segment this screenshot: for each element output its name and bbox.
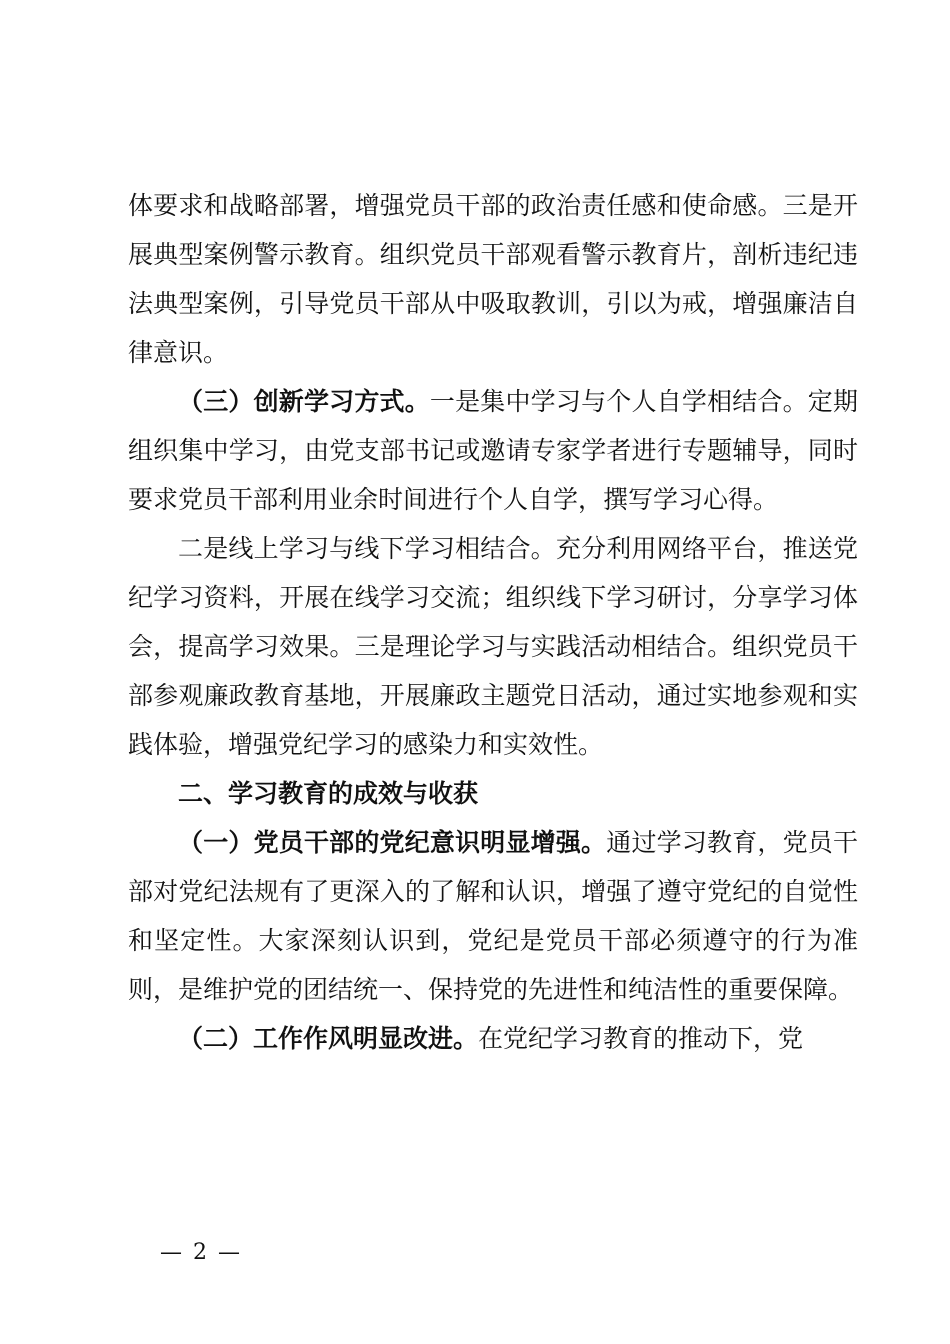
paragraph-5 (128, 1014, 858, 1063)
page-number: — 2 — (160, 1240, 242, 1265)
document-body (128, 181, 858, 1063)
paragraph-3 (128, 524, 858, 769)
section-heading-1: （一）党员干部的党纪意识明显增强。 (178, 828, 607, 857)
paragraph-5-text: 在党纪学习教育的推动下，党 (478, 1024, 804, 1053)
paragraph-4-text: 通过学习教育，党员干部对党纪法规有了更深入的了解和认识，增强了遵守党纪的自觉性和坚定性。大家深刻认识到，党纪是党员干部必须遵守的行为准则，是维护党的团结统一、保持党的先进性和纯洁性的重要保障。 (128, 828, 858, 1004)
paragraph-2-text: 一是集中学习与个人自学相结合。定期组织集中学习，由党支部书记或邀请专家学者进行专题辅导，同时要求党员干部利用业余时间进行个人自学，撰写学习心得。 (128, 387, 858, 514)
paragraph-2 (128, 377, 858, 524)
paragraph-1-text: 体要求和战略部署，增强党员干部的政治责任感和使命感。三是开展典型案例警示教育。组织党员干部观看警示教育片，剖析违纪违法典型案例，引导党员干部从中吸取教训，引以为戒，增强廉洁自律意识。 (128, 191, 858, 367)
section-heading-2: （二）工作作风明显改进。 (178, 1024, 479, 1053)
paragraph-4 (128, 818, 858, 1014)
paragraph-1 (128, 181, 858, 377)
section-heading-3: （三）创新学习方式。 (178, 387, 430, 416)
chapter-heading-2: 二、学习教育的成效与收获 (178, 779, 479, 808)
paragraph-3-text: 二是线上学习与线下学习相结合。充分利用网络平台，推送党纪学习资料，开展在线学习交流；组织线下学习研讨，分享学习体会，提高学习效果。三是理论学习与实践活动相结合。组织党员干部参观廉政教育基地，开展廉政主题党日活动，通过实地参观和实践体验，增强党纪学习的感染力和实效性。 (128, 534, 858, 759)
